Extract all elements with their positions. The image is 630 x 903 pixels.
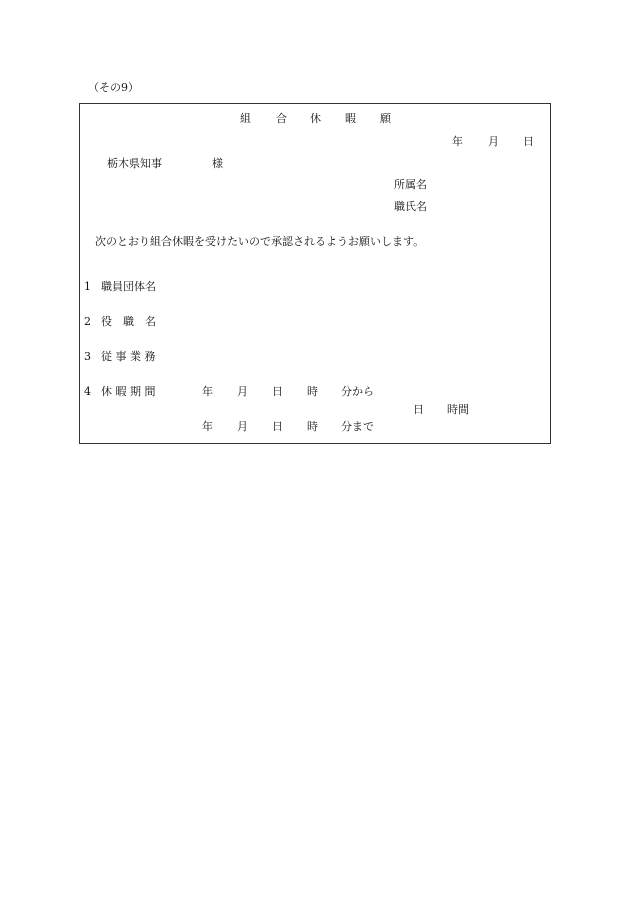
title-char-1: 組 (240, 112, 251, 125)
period-from-minute: 分から (341, 385, 374, 398)
period-from-day: 日 (272, 385, 283, 398)
period-to-minute: 分まで (341, 420, 374, 433)
item-2-number: 2 (84, 315, 91, 328)
item-1-label: 職員団体名 (101, 280, 156, 293)
period-to-year: 年 (202, 420, 213, 433)
item-3-number: 3 (84, 350, 91, 363)
date-day-label: 日 (523, 135, 534, 148)
item-3-label: 従 事 業 務 (101, 350, 156, 363)
title-char-5: 願 (380, 112, 391, 125)
item-2-label: 役 職 名 (101, 315, 156, 328)
duration-day: 日 (413, 403, 424, 416)
date-month-label: 月 (488, 135, 499, 148)
item-1-number: 1 (84, 280, 91, 293)
addressee: 栃木県知事 (107, 157, 162, 170)
period-from-hour: 時 (307, 385, 318, 398)
period-to-month: 月 (237, 420, 248, 433)
title-char-4: 暇 (345, 112, 356, 125)
request-text: 次のとおり組合休暇を受けたいので承認されるようお願いします。 (95, 235, 425, 248)
item-4-label: 休 暇 期 間 (101, 385, 156, 398)
title-char-2: 合 (276, 112, 287, 125)
period-from-month: 月 (237, 385, 248, 398)
title-char-3: 休 (310, 112, 321, 125)
name-label: 職氏名 (394, 200, 427, 213)
affiliation-label: 所属名 (394, 178, 427, 191)
period-from-year: 年 (202, 385, 213, 398)
period-to-hour: 時 (307, 420, 318, 433)
period-to-day: 日 (272, 420, 283, 433)
date-year-label: 年 (452, 135, 463, 148)
honorific: 様 (212, 157, 223, 170)
item-4-number: 4 (84, 385, 91, 398)
duration-hours: 時間 (447, 403, 469, 416)
form-number: （その9） (88, 81, 139, 94)
